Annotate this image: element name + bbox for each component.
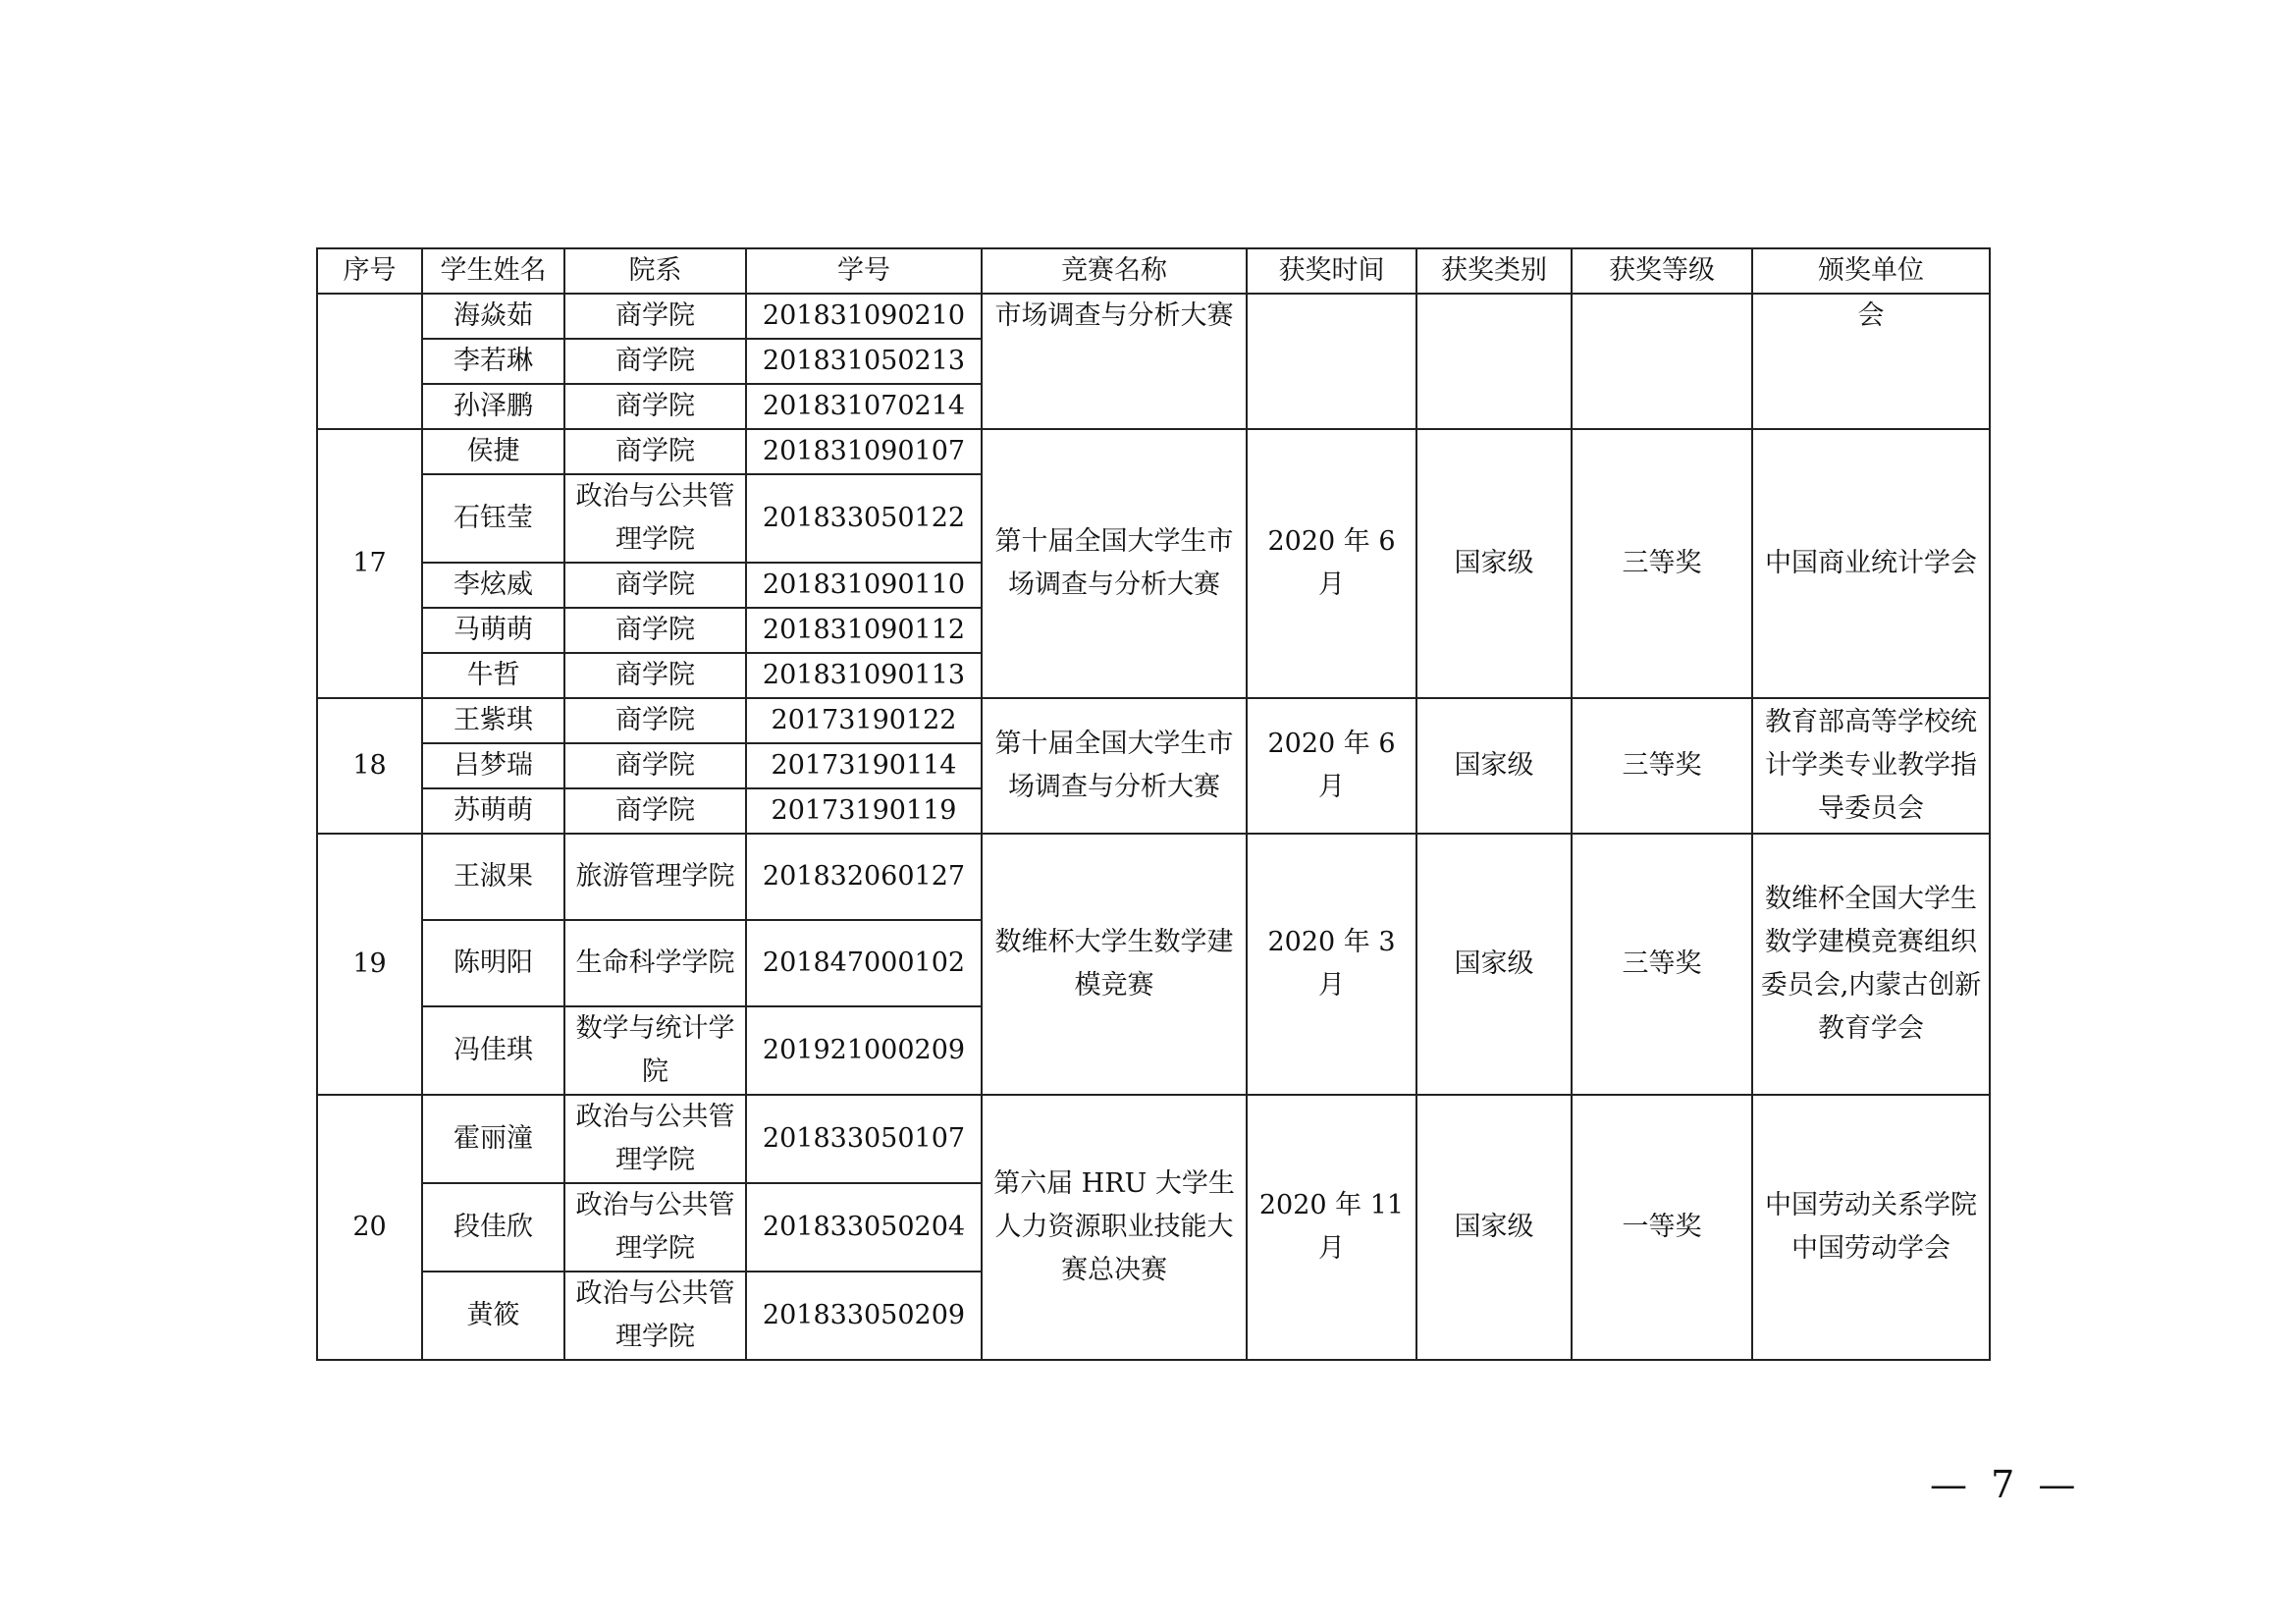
header-row	[317, 248, 1990, 294]
cell-id: 201833050107	[746, 1095, 982, 1183]
cell-id: 201831090210	[746, 294, 982, 339]
cell-dept: 政治与公共管理学院	[564, 1095, 746, 1183]
cell-name: 王紫琪	[422, 698, 564, 743]
cell-dept: 商学院	[564, 384, 746, 429]
cell-level: 三等奖	[1572, 429, 1752, 698]
table-row	[317, 294, 1990, 339]
cell-name: 李炫威	[422, 563, 564, 608]
header-id: 学号	[746, 248, 982, 294]
header-category: 获奖类别	[1416, 248, 1572, 294]
cell-id: 201847000102	[746, 920, 982, 1006]
header-level: 获奖等级	[1572, 248, 1752, 294]
cell-name: 黄筱	[422, 1272, 564, 1360]
cell-dept: 商学院	[564, 608, 746, 653]
header-dept: 院系	[564, 248, 746, 294]
table-row	[317, 834, 1990, 920]
cell-competition: 第十届全国大学生市场调查与分析大赛	[982, 429, 1247, 698]
cell-name: 陈明阳	[422, 920, 564, 1006]
cell-name: 冯佳琪	[422, 1006, 564, 1095]
cell-issuer: 教育部高等学校统计学类专业教学指导委员会	[1752, 698, 1990, 834]
cell-dept: 数学与统计学院	[564, 1006, 746, 1095]
cell-id: 20173190119	[746, 788, 982, 834]
cell-category: 国家级	[1416, 1095, 1572, 1360]
cell-id: 20173190114	[746, 743, 982, 788]
cell-no: 18	[317, 698, 422, 834]
cell-time: 2020 年 6 月	[1247, 698, 1416, 834]
cell-no: 20	[317, 1095, 422, 1360]
cell-dept: 商学院	[564, 294, 746, 339]
cell-dept: 商学院	[564, 743, 746, 788]
cell-id: 201833050122	[746, 474, 982, 563]
cell-no	[317, 294, 422, 429]
cell-dept: 生命科学学院	[564, 920, 746, 1006]
header-name: 学生姓名	[422, 248, 564, 294]
cell-no: 19	[317, 834, 422, 1095]
cell-id: 201832060127	[746, 834, 982, 920]
cell-issuer: 会	[1752, 294, 1990, 429]
cell-name: 海焱茹	[422, 294, 564, 339]
cell-name: 李若琳	[422, 339, 564, 384]
cell-issuer: 中国劳动关系学院中国劳动学会	[1752, 1095, 1990, 1360]
cell-time: 2020 年 3 月	[1247, 834, 1416, 1095]
cell-dept: 政治与公共管理学院	[564, 1272, 746, 1360]
cell-id: 201831090107	[746, 429, 982, 474]
cell-dept: 商学院	[564, 698, 746, 743]
cell-dept: 商学院	[564, 429, 746, 474]
page-number: — 7 —	[1930, 1463, 2082, 1506]
cell-competition: 第十届全国大学生市场调查与分析大赛	[982, 698, 1247, 834]
cell-name: 吕梦瑞	[422, 743, 564, 788]
table-row	[317, 698, 1990, 743]
cell-dept: 商学院	[564, 653, 746, 698]
cell-id: 201831090112	[746, 608, 982, 653]
cell-dept: 商学院	[564, 788, 746, 834]
cell-competition: 第六届 HRU 大学生人力资源职业技能大赛总决赛	[982, 1095, 1247, 1360]
cell-name: 苏萌萌	[422, 788, 564, 834]
cell-name: 王淑果	[422, 834, 564, 920]
cell-id: 201833050204	[746, 1183, 982, 1272]
table-row	[317, 1095, 1990, 1183]
cell-issuer: 数维杯全国大学生数学建模竞赛组织委员会,内蒙古创新教育学会	[1752, 834, 1990, 1095]
cell-category	[1416, 294, 1572, 429]
cell-no: 17	[317, 429, 422, 698]
cell-time: 2020 年 11 月	[1247, 1095, 1416, 1360]
cell-name: 霍丽潼	[422, 1095, 564, 1183]
cell-competition: 市场调查与分析大赛	[982, 294, 1247, 429]
cell-id: 201921000209	[746, 1006, 982, 1095]
cell-level: 一等奖	[1572, 1095, 1752, 1360]
cell-name: 孙泽鹏	[422, 384, 564, 429]
cell-dept: 商学院	[564, 339, 746, 384]
cell-level: 三等奖	[1572, 698, 1752, 834]
cell-time: 2020 年 6 月	[1247, 429, 1416, 698]
cell-name: 马萌萌	[422, 608, 564, 653]
award-table	[316, 247, 1991, 1361]
header-no: 序号	[317, 248, 422, 294]
cell-category: 国家级	[1416, 698, 1572, 834]
cell-id: 201831090110	[746, 563, 982, 608]
cell-name: 石钰莹	[422, 474, 564, 563]
cell-id: 201831050213	[746, 339, 982, 384]
cell-id: 201831070214	[746, 384, 982, 429]
cell-name: 侯捷	[422, 429, 564, 474]
cell-issuer: 中国商业统计学会	[1752, 429, 1990, 698]
cell-level: 三等奖	[1572, 834, 1752, 1095]
cell-level	[1572, 294, 1752, 429]
cell-dept: 旅游管理学院	[564, 834, 746, 920]
header-time: 获奖时间	[1247, 248, 1416, 294]
cell-id: 201831090113	[746, 653, 982, 698]
cell-competition: 数维杯大学生数学建模竞赛	[982, 834, 1247, 1095]
cell-name: 牛哲	[422, 653, 564, 698]
cell-id: 201833050209	[746, 1272, 982, 1360]
cell-dept: 政治与公共管理学院	[564, 1183, 746, 1272]
cell-time	[1247, 294, 1416, 429]
header-competition: 竞赛名称	[982, 248, 1247, 294]
table-row	[317, 429, 1990, 474]
header-issuer: 颁奖单位	[1752, 248, 1990, 294]
cell-id: 20173190122	[746, 698, 982, 743]
cell-dept: 商学院	[564, 563, 746, 608]
cell-name: 段佳欣	[422, 1183, 564, 1272]
cell-dept: 政治与公共管理学院	[564, 474, 746, 563]
cell-category: 国家级	[1416, 834, 1572, 1095]
cell-category: 国家级	[1416, 429, 1572, 698]
